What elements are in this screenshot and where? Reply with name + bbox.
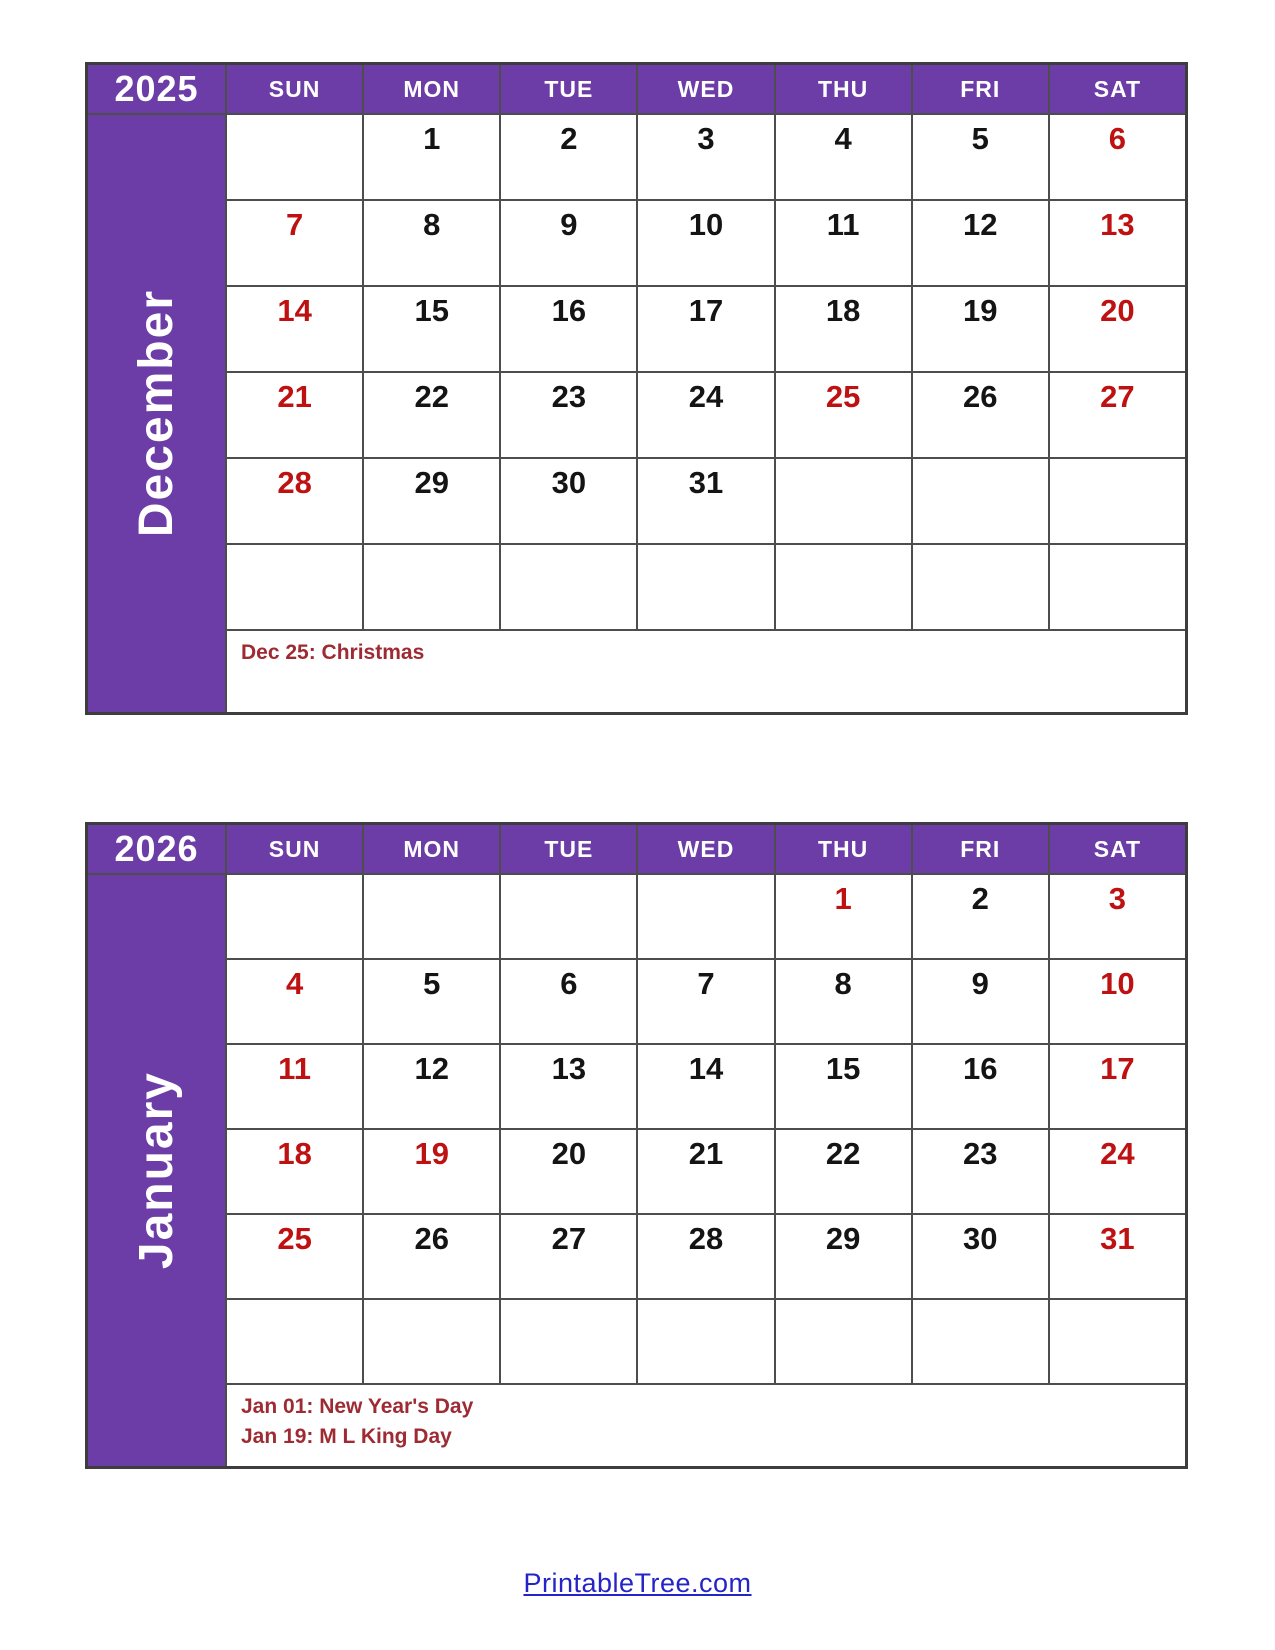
date-cell bbox=[364, 545, 499, 629]
date-cell bbox=[227, 545, 362, 629]
holiday-notes bbox=[227, 1385, 1185, 1466]
date-cell bbox=[638, 1300, 773, 1383]
date-cell: 26 bbox=[364, 1215, 499, 1298]
holiday-note-line: Jan 01: New Year's Day bbox=[241, 1395, 474, 1418]
weekday-header-fri: FRI bbox=[913, 65, 1048, 113]
weekday-header-wed: WED bbox=[638, 65, 773, 113]
date-cell: 4 bbox=[227, 960, 362, 1043]
date-cell: 28 bbox=[227, 459, 362, 543]
date-cell: 7 bbox=[227, 201, 362, 285]
date-cell: 16 bbox=[913, 1045, 1048, 1128]
date-cell: 27 bbox=[1050, 373, 1185, 457]
date-cell: 10 bbox=[1050, 960, 1185, 1043]
date-cell: 29 bbox=[364, 459, 499, 543]
date-cell bbox=[364, 1300, 499, 1383]
month-label-text: January bbox=[130, 1071, 183, 1270]
date-cell: 22 bbox=[776, 1130, 911, 1213]
date-cell: 11 bbox=[776, 201, 911, 285]
date-cell: 12 bbox=[913, 201, 1048, 285]
holiday-note-line: Dec 25: Christmas bbox=[241, 641, 425, 664]
date-cell bbox=[364, 875, 499, 958]
date-cell: 5 bbox=[913, 115, 1048, 199]
date-cell bbox=[776, 1300, 911, 1383]
weekday-header-sun: SUN bbox=[227, 65, 362, 113]
date-cell: 16 bbox=[501, 287, 636, 371]
date-cell: 30 bbox=[913, 1215, 1048, 1298]
month-label bbox=[88, 875, 225, 1466]
date-cell: 7 bbox=[638, 960, 773, 1043]
date-cell bbox=[501, 1300, 636, 1383]
weekday-header-sat: SAT bbox=[1050, 825, 1185, 873]
weekday-header-tue: TUE bbox=[501, 825, 636, 873]
date-cell: 22 bbox=[364, 373, 499, 457]
date-cell: 18 bbox=[227, 1130, 362, 1213]
weekday-header-thu: THU bbox=[776, 65, 911, 113]
date-cell bbox=[1050, 459, 1185, 543]
weekday-header-fri: FRI bbox=[913, 825, 1048, 873]
date-cell: 15 bbox=[364, 287, 499, 371]
date-cell bbox=[638, 875, 773, 958]
date-cell: 6 bbox=[1050, 115, 1185, 199]
date-cell: 14 bbox=[227, 287, 362, 371]
weekday-header-mon: MON bbox=[364, 65, 499, 113]
date-cell bbox=[1050, 545, 1185, 629]
date-cell: 31 bbox=[638, 459, 773, 543]
date-cell: 5 bbox=[364, 960, 499, 1043]
date-cell: 24 bbox=[1050, 1130, 1185, 1213]
weekday-header-tue: TUE bbox=[501, 65, 636, 113]
date-cell: 31 bbox=[1050, 1215, 1185, 1298]
weekday-header-wed: WED bbox=[638, 825, 773, 873]
date-cell: 21 bbox=[638, 1130, 773, 1213]
date-cell: 24 bbox=[638, 373, 773, 457]
date-cell: 8 bbox=[776, 960, 911, 1043]
date-cell: 20 bbox=[501, 1130, 636, 1213]
date-cell bbox=[227, 1300, 362, 1383]
weekday-header-sun: SUN bbox=[227, 825, 362, 873]
date-cell: 11 bbox=[227, 1045, 362, 1128]
date-cell: 8 bbox=[364, 201, 499, 285]
date-cell: 1 bbox=[364, 115, 499, 199]
date-cell: 14 bbox=[638, 1045, 773, 1128]
holiday-notes bbox=[227, 631, 1185, 712]
date-cell bbox=[227, 115, 362, 199]
date-cell: 10 bbox=[638, 201, 773, 285]
date-cell bbox=[776, 459, 911, 543]
date-cell bbox=[638, 545, 773, 629]
holiday-note-line: Jan 19: M L King Day bbox=[241, 1425, 452, 1448]
weekday-header-thu: THU bbox=[776, 825, 911, 873]
date-cell: 25 bbox=[776, 373, 911, 457]
date-cell: 12 bbox=[364, 1045, 499, 1128]
date-cell: 2 bbox=[501, 115, 636, 199]
date-cell: 19 bbox=[364, 1130, 499, 1213]
date-cell: 23 bbox=[501, 373, 636, 457]
date-cell: 29 bbox=[776, 1215, 911, 1298]
weekday-header-sat: SAT bbox=[1050, 65, 1185, 113]
date-cell: 9 bbox=[913, 960, 1048, 1043]
footer bbox=[0, 1568, 1275, 1599]
date-cell bbox=[227, 875, 362, 958]
date-cell: 27 bbox=[501, 1215, 636, 1298]
year-label: 2025 bbox=[88, 65, 225, 113]
date-cell bbox=[776, 545, 911, 629]
weekday-header-mon: MON bbox=[364, 825, 499, 873]
date-cell bbox=[501, 875, 636, 958]
date-cell: 18 bbox=[776, 287, 911, 371]
date-cell: 3 bbox=[638, 115, 773, 199]
date-cell: 21 bbox=[227, 373, 362, 457]
month-label-text: December bbox=[130, 289, 183, 538]
date-cell: 26 bbox=[913, 373, 1048, 457]
date-cell bbox=[913, 459, 1048, 543]
date-cell: 28 bbox=[638, 1215, 773, 1298]
date-cell: 20 bbox=[1050, 287, 1185, 371]
year-label: 2026 bbox=[88, 825, 225, 873]
printabletree-link[interactable]: PrintableTree.com bbox=[523, 1568, 752, 1598]
month-label bbox=[88, 115, 225, 712]
date-cell: 2 bbox=[913, 875, 1048, 958]
date-cell bbox=[913, 545, 1048, 629]
date-cell: 9 bbox=[501, 201, 636, 285]
date-cell: 15 bbox=[776, 1045, 911, 1128]
date-cell: 4 bbox=[776, 115, 911, 199]
date-cell: 23 bbox=[913, 1130, 1048, 1213]
date-cell: 3 bbox=[1050, 875, 1185, 958]
date-cell bbox=[913, 1300, 1048, 1383]
calendar-december-2025 bbox=[85, 62, 1188, 715]
date-cell: 6 bbox=[501, 960, 636, 1043]
date-cell: 25 bbox=[227, 1215, 362, 1298]
date-cell: 1 bbox=[776, 875, 911, 958]
date-cell: 19 bbox=[913, 287, 1048, 371]
date-cell bbox=[501, 545, 636, 629]
date-cell bbox=[1050, 1300, 1185, 1383]
date-cell: 30 bbox=[501, 459, 636, 543]
date-cell: 13 bbox=[1050, 201, 1185, 285]
date-cell: 17 bbox=[638, 287, 773, 371]
calendar-january-2026 bbox=[85, 822, 1188, 1469]
date-cell: 17 bbox=[1050, 1045, 1185, 1128]
date-cell: 13 bbox=[501, 1045, 636, 1128]
